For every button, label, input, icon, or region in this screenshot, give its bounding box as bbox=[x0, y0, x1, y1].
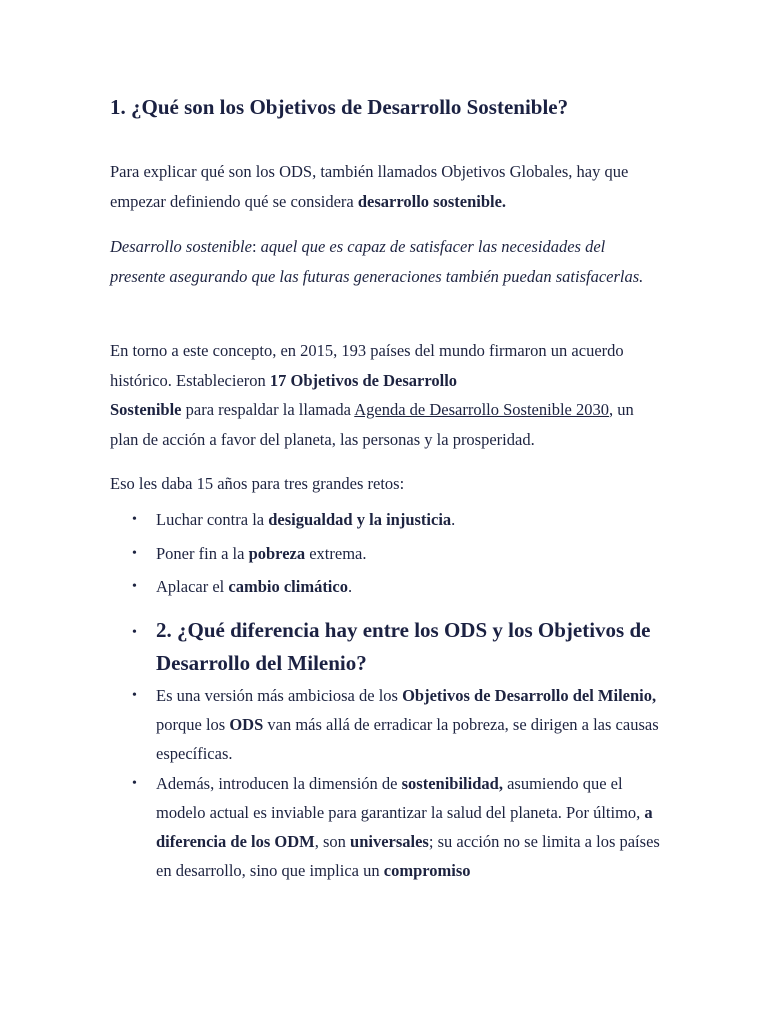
challenge-post: . bbox=[347, 577, 353, 596]
challenge-pre: Poner fin a la bbox=[156, 543, 249, 563]
challenge-post: . bbox=[451, 510, 456, 529]
definition-separator: : bbox=[251, 237, 261, 256]
bullet-icon: • bbox=[132, 579, 137, 594]
difference-bold: universales bbox=[350, 832, 429, 852]
bullet-icon: • bbox=[132, 625, 137, 640]
section1-heading: 1. ¿Qué son los Objetivos de Desarrollo Sostenible? bbox=[110, 95, 569, 119]
difference-text: ; su acción no se limita a los países en desarrollo, sino que implica un bbox=[156, 832, 660, 881]
challenges-intro: Eso les daba 15 años para tres grandes retos: bbox=[110, 474, 405, 493]
difference-text: , son bbox=[314, 832, 351, 852]
list-item bbox=[110, 505, 662, 534]
challenges-list bbox=[110, 505, 662, 606]
challenge-pre: Luchar contra la bbox=[156, 510, 269, 529]
intro-text: Para explicar qué son los ODS, también llamados Objetivos Globales, hay que empezar definiendo qué se considera bbox=[110, 162, 629, 211]
difference-bold: ODS bbox=[229, 715, 264, 735]
difference-text: porque los bbox=[156, 715, 230, 735]
bullet-icon: • bbox=[132, 775, 137, 791]
context-text-3: , un plan de acción a favor del planeta, las personas y la prosperidad. bbox=[110, 400, 634, 449]
context-bold-2: Sostenible bbox=[110, 400, 182, 419]
context-paragraph bbox=[110, 336, 662, 454]
section2-heading-item bbox=[110, 614, 662, 680]
difference-bold: Objetivos de Desarrollo del Milenio, bbox=[402, 686, 657, 705]
difference-bold: sostenibilidad, bbox=[401, 773, 503, 793]
section2-heading-list bbox=[110, 614, 662, 680]
difference-text: Además, introducen la dimensión de bbox=[156, 773, 402, 793]
difference-bold: compromiso bbox=[383, 861, 471, 881]
bullet-icon: • bbox=[132, 512, 137, 527]
context-bold-1: 17 Objetivos de Desarrollo bbox=[269, 370, 458, 390]
differences-list bbox=[110, 681, 662, 885]
context-text-2: para respaldar la llamada bbox=[181, 400, 355, 419]
definition-term: Desarrollo sostenible bbox=[110, 237, 252, 256]
intro-bold-term: desarrollo sostenible. bbox=[357, 191, 507, 211]
intro-paragraph bbox=[110, 157, 662, 216]
context-text-1: En torno a este concepto, en 2015, 193 países del mundo firmaron un acuerdo histórico. Establecieron bbox=[110, 341, 624, 390]
agenda-2030-link[interactable]: Agenda de Desarrollo Sostenible 2030 bbox=[354, 400, 609, 419]
list-item bbox=[110, 539, 662, 568]
bullet-icon: • bbox=[132, 545, 137, 561]
definition-text: aquel que es capaz de satisfacer las necesidades del presente asegurando que las futuras generaciones también puedan satisfacerlas. bbox=[110, 237, 644, 286]
challenge-bold: cambio climático bbox=[228, 577, 348, 596]
list-item bbox=[110, 681, 662, 769]
difference-text: van más allá de erradicar la pobreza, se dirigen a las causas específicas. bbox=[156, 715, 659, 764]
list-item bbox=[110, 572, 662, 601]
definition-paragraph bbox=[110, 232, 662, 291]
section2-heading: 2. ¿Qué diferencia hay entre los ODS y los Objetivos de Desarrollo del Milenio? bbox=[156, 618, 651, 675]
difference-text: Es una versión más ambiciosa de los bbox=[156, 686, 403, 705]
challenge-bold: pobreza bbox=[248, 543, 306, 563]
challenge-bold: desigualdad y la injusticia bbox=[268, 510, 452, 529]
difference-text: asumiendo que el modelo actual es inviable para garantizar la salud del planeta. Por último, bbox=[156, 773, 645, 822]
difference-bold: a diferencia de los ODM bbox=[156, 802, 653, 852]
list-item bbox=[110, 769, 662, 886]
challenge-pre: Aplacar el bbox=[156, 577, 229, 596]
bullet-icon: • bbox=[132, 688, 137, 703]
challenge-post: extrema. bbox=[305, 543, 367, 563]
